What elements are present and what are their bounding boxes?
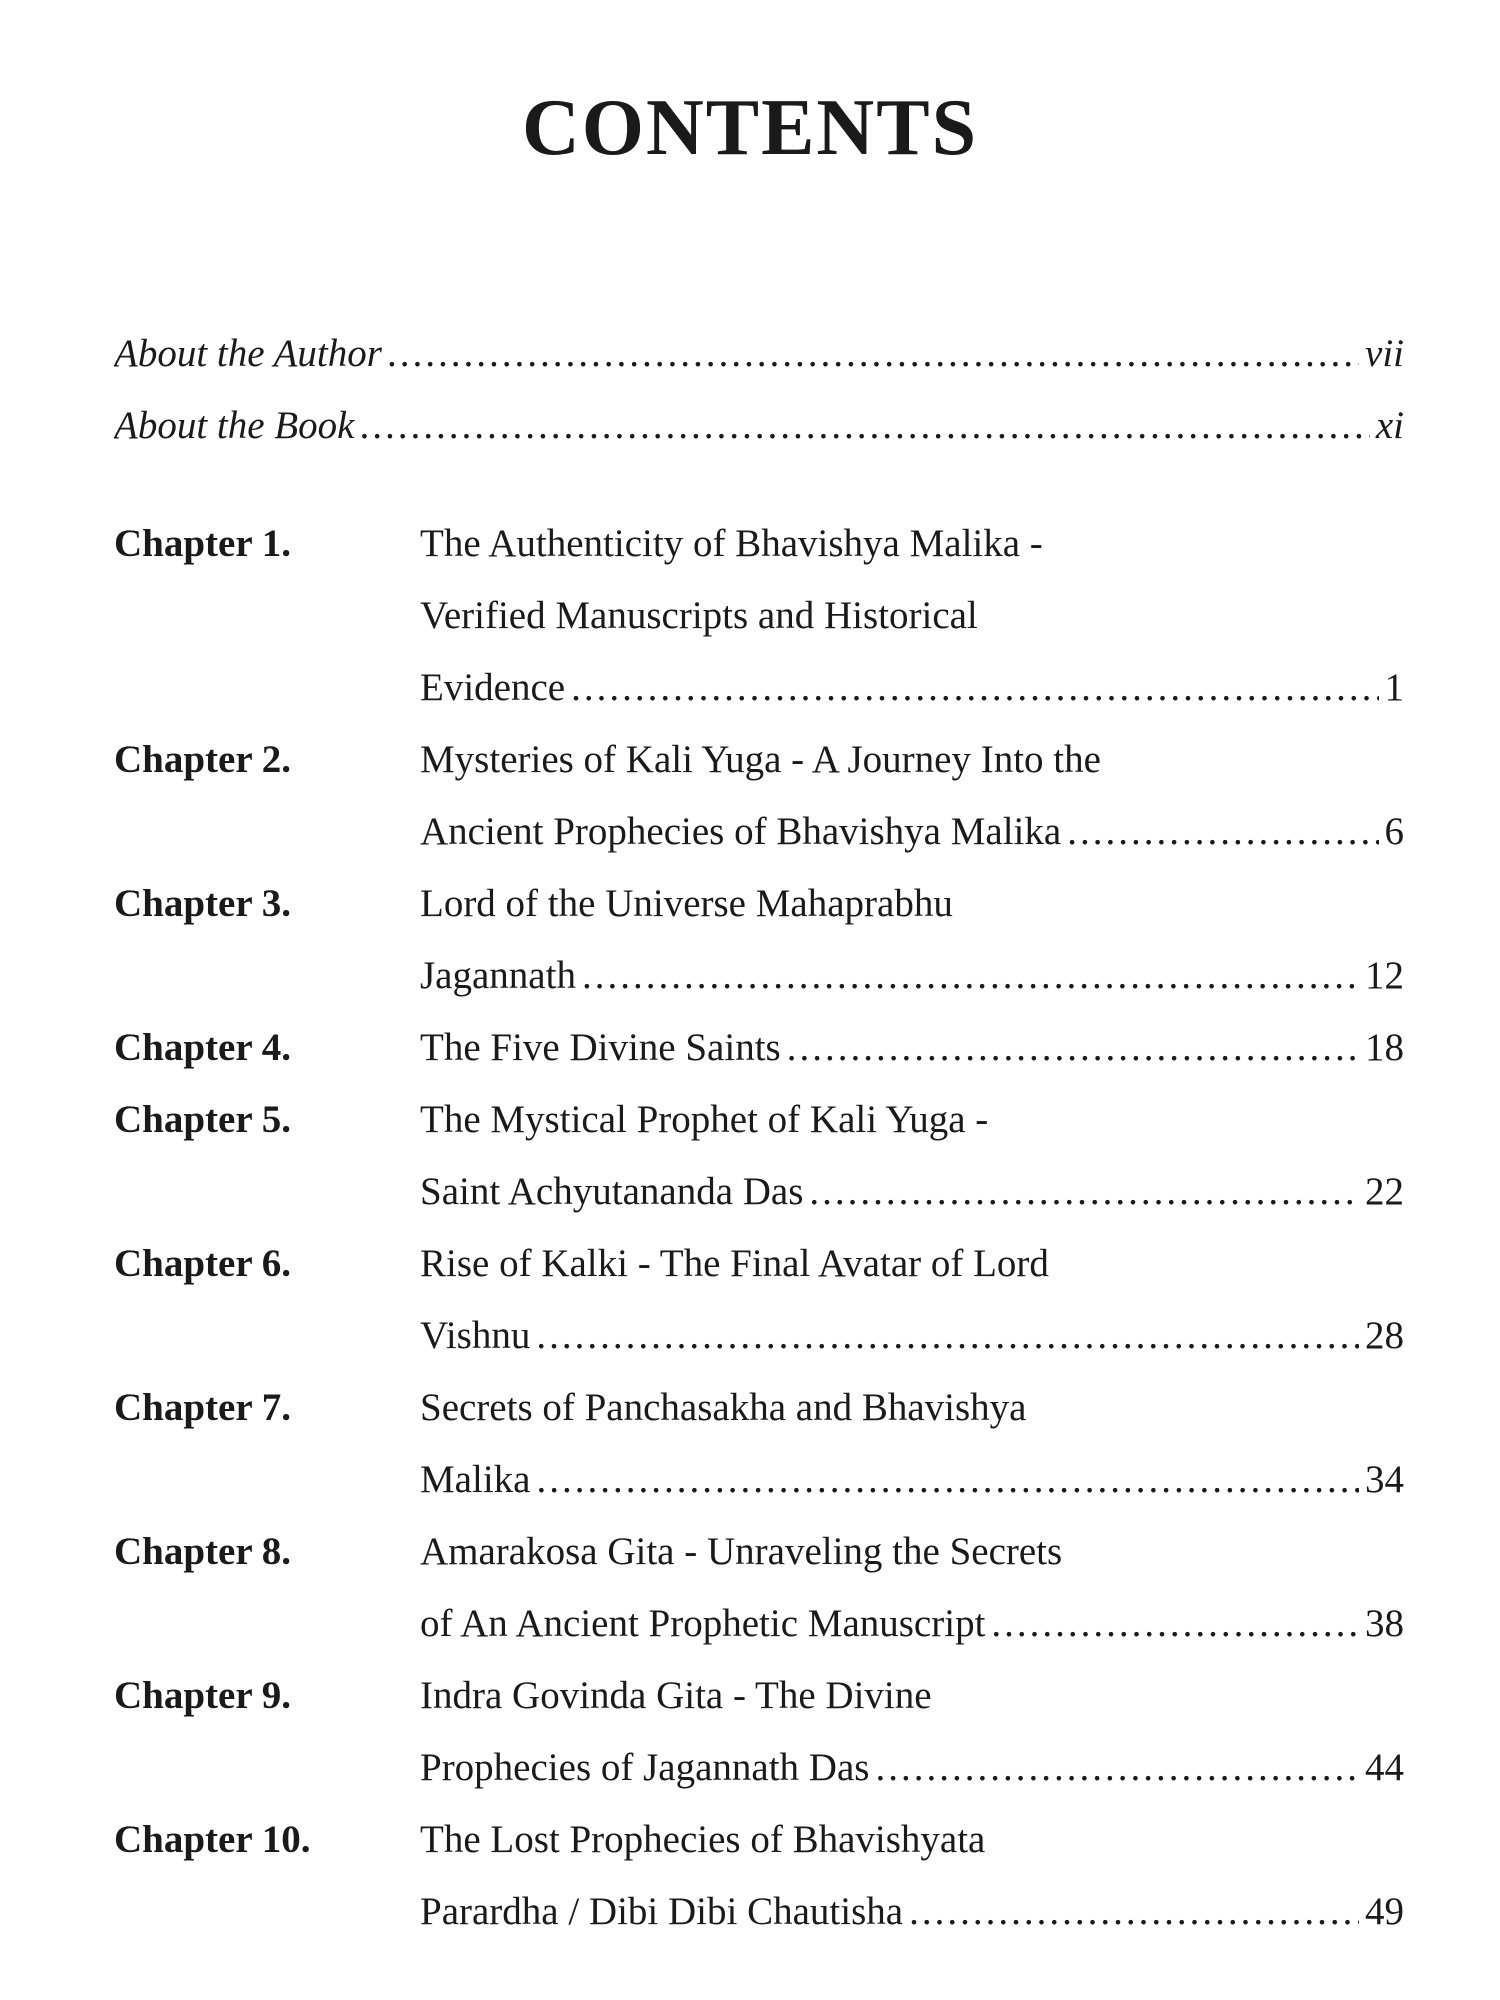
page-number: vii — [1365, 332, 1404, 375]
chapter-label: Chapter 1. — [114, 522, 291, 565]
chapter-title-line: Prophecies of Jagannath Das — [420, 1746, 870, 1789]
dot-leader — [875, 1732, 1359, 1804]
toc-entry-chapter[interactable] — [114, 1372, 1404, 1516]
page-number: xi — [1375, 404, 1404, 447]
chapter-title-line: Saint Achyutananda Das — [420, 1170, 804, 1213]
toc-entry-chapter[interactable] — [114, 1660, 1404, 1804]
toc-entry-front-matter[interactable] — [114, 390, 1404, 462]
dot-leader — [991, 1588, 1359, 1660]
dot-leader — [909, 1876, 1359, 1948]
chapter-title-line: Vishnu — [420, 1314, 531, 1357]
page-number: 6 — [1384, 810, 1404, 853]
toc-entry-front-matter[interactable] — [114, 318, 1404, 390]
chapter-title-line: Ancient Prophecies of Bhavishya Malika — [420, 810, 1062, 853]
chapter-title-line: Amarakosa Gita - Unraveling the Secrets — [420, 1530, 1063, 1573]
toc-entry-chapter[interactable] — [114, 1804, 1404, 1948]
page-number: 34 — [1365, 1458, 1404, 1501]
dot-leader — [360, 390, 1369, 462]
chapter-title-line: Verified Manuscripts and Historical — [420, 594, 978, 637]
dot-leader — [582, 940, 1359, 1012]
toc-entry-chapter[interactable] — [114, 1516, 1404, 1660]
page-number: 49 — [1365, 1890, 1404, 1933]
chapter-list — [114, 508, 1404, 1948]
dot-leader — [536, 1300, 1359, 1372]
toc-entry-chapter[interactable] — [114, 724, 1404, 868]
chapter-title-line: The Lost Prophecies of Bhavishyata — [420, 1818, 986, 1861]
page-number: 28 — [1365, 1314, 1404, 1357]
page-title: CONTENTS — [521, 84, 979, 172]
chapter-label: Chapter 5. — [114, 1098, 291, 1141]
dot-leader — [536, 1444, 1359, 1516]
toc-entry-chapter[interactable] — [114, 508, 1404, 724]
chapter-label: Chapter 3. — [114, 882, 291, 925]
dot-leader — [809, 1156, 1359, 1228]
page-number: 12 — [1365, 954, 1404, 997]
chapter-label: Chapter 2. — [114, 738, 291, 781]
chapter-title-line: Evidence — [420, 666, 566, 709]
chapter-title-line: of An Ancient Prophetic Manuscript — [420, 1602, 986, 1645]
chapter-title-line: Malika — [420, 1458, 531, 1501]
page-number: 18 — [1365, 1026, 1404, 1069]
dot-leader — [571, 652, 1378, 724]
chapter-title-line: The Authenticity of Bhavishya Malika - — [420, 522, 1043, 565]
chapter-title-line: Parardha / Dibi Dibi Chautisha — [420, 1890, 904, 1933]
chapter-title-line: Rise of Kalki - The Final Avatar of Lord — [420, 1242, 1049, 1285]
chapter-title-line: Mysteries of Kali Yuga - A Journey Into the — [420, 738, 1101, 781]
chapter-title-line: The Five Divine Saints — [420, 1026, 781, 1069]
toc-entry-chapter[interactable] — [114, 868, 1404, 1012]
page-number: 38 — [1365, 1602, 1404, 1645]
chapter-title-line: Jagannath — [420, 954, 576, 997]
dot-leader — [388, 318, 1359, 390]
chapter-title-line: Indra Govinda Gita - The Divine — [420, 1674, 932, 1717]
chapter-title-line: Lord of the Universe Mahaprabhu — [420, 882, 953, 925]
front-matter-list — [114, 318, 1404, 462]
page-number: 44 — [1365, 1746, 1404, 1789]
dot-leader — [787, 1012, 1359, 1084]
entry-title: About the Author — [114, 332, 382, 375]
entry-title: About the Book — [114, 404, 355, 447]
toc-entry-chapter[interactable] — [114, 1084, 1404, 1228]
chapter-label: Chapter 6. — [114, 1242, 291, 1285]
chapter-label: Chapter 9. — [114, 1674, 291, 1717]
toc-entry-chapter[interactable] — [114, 1012, 1404, 1084]
chapter-label: Chapter 8. — [114, 1530, 291, 1573]
toc-entry-chapter[interactable] — [114, 1228, 1404, 1372]
chapter-label: Chapter 10. — [114, 1818, 311, 1861]
chapter-label: Chapter 4. — [114, 1026, 291, 1069]
page-number: 1 — [1384, 666, 1404, 709]
dot-leader — [1067, 796, 1378, 868]
chapter-title-line: Secrets of Panchasakha and Bhavishya — [420, 1386, 1027, 1429]
chapter-title-line: The Mystical Prophet of Kali Yuga - — [420, 1098, 989, 1141]
chapter-label: Chapter 7. — [114, 1386, 291, 1429]
page-number: 22 — [1365, 1170, 1404, 1213]
